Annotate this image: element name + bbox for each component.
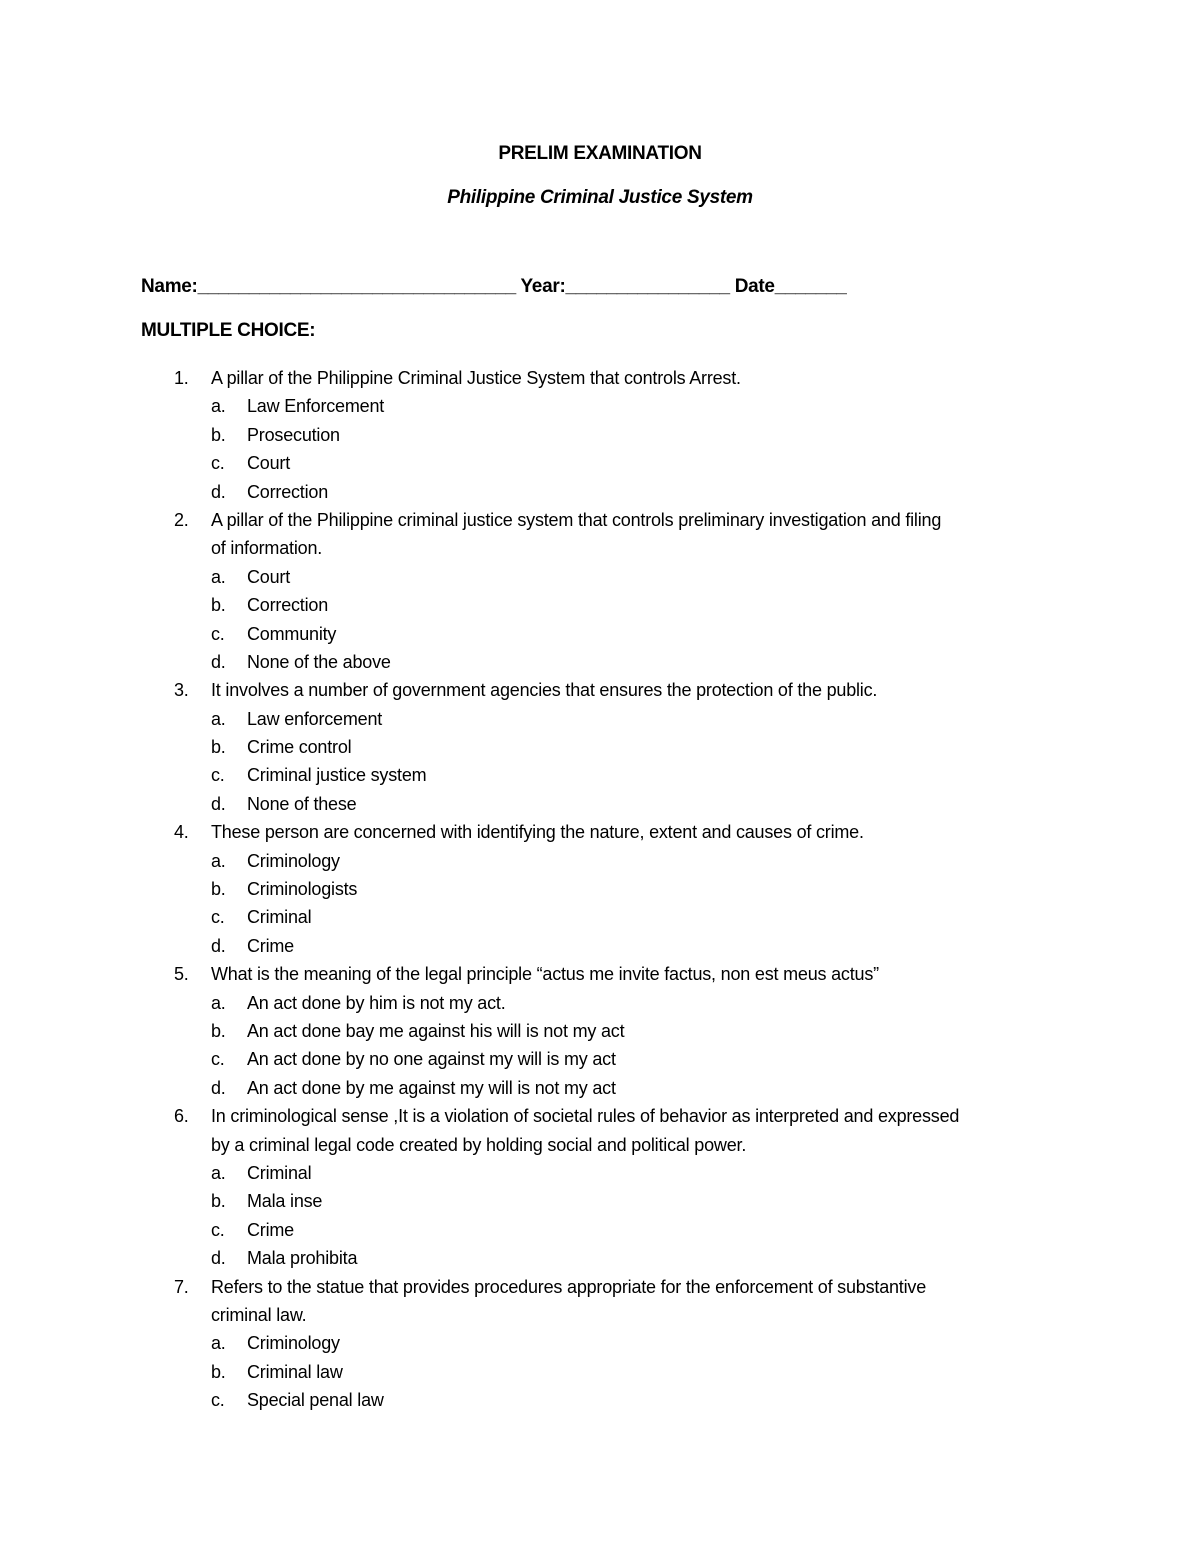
answer-option [0, 761, 1200, 789]
question-number: 3. [174, 680, 189, 701]
option-letter: d. [211, 1248, 226, 1269]
option-letter: c. [211, 623, 225, 644]
option-letter: b. [211, 1361, 226, 1382]
answer-option [0, 903, 1200, 931]
option-letter: a. [211, 850, 226, 871]
answer-option [0, 1386, 1200, 1414]
answer-option [0, 875, 1200, 903]
option-text: An act done by him is not my act. [247, 992, 506, 1013]
option-text: Mala prohibita [247, 1248, 358, 1269]
option-text: Criminology [247, 850, 340, 871]
option-letter: a. [211, 708, 226, 729]
answer-option [0, 478, 1200, 506]
question-text: A pillar of the Philippine Criminal Justice System that controls Arrest. [211, 368, 741, 388]
answer-option [0, 847, 1200, 875]
answer-option [0, 563, 1200, 591]
option-letter: a. [211, 396, 226, 417]
option-letter: c. [211, 907, 225, 928]
question-item [0, 506, 1200, 534]
answer-option [0, 421, 1200, 449]
option-text: Correction [247, 481, 329, 502]
question-continuation [0, 1301, 1200, 1329]
answer-option [0, 1187, 1200, 1215]
answer-option [0, 1329, 1200, 1357]
student-info-line: Name:_______________________________ Year:________________ Date_______ [141, 276, 847, 297]
question-number: 6. [174, 1106, 189, 1127]
option-text: Community [247, 623, 337, 644]
answer-option [0, 733, 1200, 761]
option-text: None of the above [247, 651, 391, 672]
section-heading: MULTIPLE CHOICE: [141, 320, 316, 341]
option-text: Crime control [247, 737, 352, 758]
question-item [0, 960, 1200, 988]
option-letter: c. [211, 765, 225, 786]
question-list [0, 364, 1200, 1414]
question-text: What is the meaning of the legal principle “actus me invite factus, non est meus actus” [211, 964, 879, 985]
option-text: Special penal law [247, 1390, 384, 1411]
question-item [0, 1102, 1200, 1130]
option-letter: b. [211, 737, 226, 758]
option-text: Criminology [247, 1333, 340, 1354]
option-letter: d. [211, 793, 226, 814]
question-text: criminal law. [211, 1304, 307, 1325]
option-text: Law enforcement [247, 708, 383, 729]
question-item [0, 1273, 1200, 1301]
question-text: of information. [211, 538, 323, 559]
option-letter: c. [211, 1390, 225, 1411]
question-number: 5. [174, 964, 189, 985]
option-letter: d. [211, 651, 226, 672]
answer-option [0, 705, 1200, 733]
answer-option [0, 1244, 1200, 1272]
option-letter: b. [211, 1020, 226, 1041]
option-letter: a. [211, 992, 226, 1013]
question-text: In criminological sense ,It is a violation of societal rules of behavior as interpreted and expressed [211, 1106, 960, 1127]
question-text: It involves a number of government agencies that ensures the protection of the public. [211, 680, 878, 701]
question-number: 2. [174, 509, 189, 530]
option-letter: b. [211, 1191, 226, 1212]
question-continuation [0, 534, 1200, 562]
answer-option [0, 1159, 1200, 1187]
option-text: Criminal law [247, 1361, 343, 1382]
question-text: These person are concerned with identifying the nature, extent and causes of crime. [211, 822, 864, 843]
option-letter: b. [211, 595, 226, 616]
question-item [0, 676, 1200, 704]
answer-option [0, 1045, 1200, 1073]
option-letter: c. [211, 1049, 225, 1070]
question-continuation [0, 1131, 1200, 1159]
option-letter: c. [211, 453, 225, 474]
answer-option [0, 392, 1200, 420]
option-text: Court [247, 453, 291, 474]
option-text: Mala inse [247, 1191, 323, 1212]
option-text: Criminologists [247, 879, 358, 900]
question-number: 4. [174, 822, 189, 843]
answer-option [0, 1216, 1200, 1244]
answer-option [0, 1358, 1200, 1386]
question-item [0, 818, 1200, 846]
option-letter: a. [211, 566, 226, 587]
question-text: Refers to the statue that provides procedures appropriate for the enforcement of substantive [211, 1276, 927, 1297]
question-text: by a criminal legal code created by holding social and political power. [211, 1134, 747, 1155]
option-text: Law Enforcement [247, 396, 385, 417]
question-item [0, 364, 1200, 392]
page-subtitle: Philippine Criminal Justice System [447, 187, 753, 208]
option-text: Prosecution [247, 424, 340, 445]
option-text: Crime [247, 935, 294, 956]
answer-option [0, 591, 1200, 619]
option-text: Correction [247, 595, 329, 616]
option-text: An act done by me against my will is not my act [247, 1077, 616, 1098]
option-letter: d. [211, 1077, 226, 1098]
answer-option [0, 1017, 1200, 1045]
answer-option [0, 449, 1200, 477]
option-text: Criminal justice system [247, 765, 427, 786]
option-letter: b. [211, 879, 226, 900]
answer-option [0, 620, 1200, 648]
answer-option [0, 932, 1200, 960]
answer-option [0, 648, 1200, 676]
option-text: None of these [247, 793, 357, 814]
option-text: An act done by no one against my will is my act [247, 1049, 616, 1070]
option-text: Crime [247, 1219, 294, 1240]
option-text: Criminal [247, 907, 312, 928]
answer-option [0, 989, 1200, 1017]
option-text: An act done bay me against his will is not my act [247, 1020, 625, 1041]
question-number: 1. [174, 368, 189, 388]
question-number: 7. [174, 1276, 189, 1297]
option-letter: b. [211, 424, 226, 445]
option-letter: d. [211, 481, 226, 502]
page-title: PRELIM EXAMINATION [498, 143, 702, 164]
option-text: Criminal [247, 1162, 312, 1183]
option-letter: c. [211, 1219, 225, 1240]
option-letter: d. [211, 935, 226, 956]
answer-option [0, 1074, 1200, 1102]
option-letter: a. [211, 1333, 226, 1354]
option-letter: a. [211, 1162, 226, 1183]
answer-option [0, 790, 1200, 818]
question-text: A pillar of the Philippine criminal justice system that controls preliminary investigation and filing [211, 509, 942, 530]
option-text: Court [247, 566, 291, 587]
